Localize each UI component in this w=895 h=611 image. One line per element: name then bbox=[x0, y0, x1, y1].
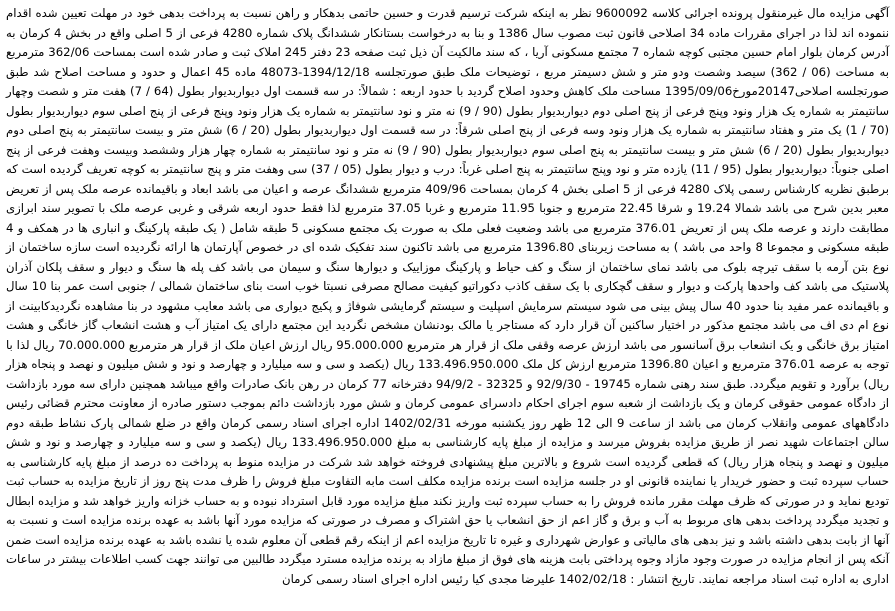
auction-notice-text: آگهی مزایده مال غیرمنقول پرونده اجرائی کلاسه 9600092 نظر به اینکه شرکت ترسیم قدرت و حسین حاتمی بدهکار و راهن نسبت به پرداخت بدهی خود در مهلت تعیین شده اقدام ننموده اند لذا در اجرای مقررات ماده 34 اصلاحی قانون ثبت مصوب سال 1386 و بنا به درخواست بستانکار ششدانگ پلاک شماره 4280 فرعی از 5 اصلی واقع در بخش 4 کرمان به آدرس کرمان بلوار امام حسین مجتبی کوچه شماره 7 مجتمع مسکونی آریا ، که سند مالکیت آن ذیل ثبت صفحه 23 دفتر 245 املاک ثبت و صادر شده است بمساحت 362/06 مترمربع به مساحت (06 / 362) سیصد وشصت ودو متر و شش دسیمتر مربع ، توضیحات ملک طبق صورتجلسه 1394/12/18-48073 ماده 45 اعمال و حدود و مساحت اصلاح شد طبق صورتجلسه اصلاحی20147مورخ1395/09/06 مساحت ملک کاهش وحدود اصلاح گردید با حدود اربعه : شمالاً: در سه قسمت اول دیواربدیوار بطول (64 / 7) هفت متر و شصت وچهار سانتیمتر به شماره یک هزار ونود وپنج فرعی از پنج اصلی دوم دیواربدیوار بطول (90 / 9) نه متر و نود سانتیمتر به شماره یک هزار ونود وپنج فرعی از پنج اصلی سوم دیواربدیوار بطول (70 / 1) یک متر و هفتاد سانتیمتر به شماره یک هزار ونود وسه فرعی از پنج اصلی شرقاً: در سه قسمت اول دیواربدیوار بطول (20 / 6) شش متر و بیست سانتیمتر به پنج اصلی دوم دیواربدیوار بطول (20 / 6) شش متر و بیست سانتیمتر به پنج اصلی سوم دیواربدیوار بطول (90 / 9) نه متر و نود سانتیمتر به شماره چهار هزار وششصد وبیست وهفت فرعی از پنج اصلی جنوباً: دیواربدیوار بطول (95 / 11) یازده متر و نود وپنج سانتیمتر به پنج اصلی غرباً: درب و دیوار بطول (05 / 37) سی وهفت متر و پنج سانتیمتر به کوچه تعریف گردیده است که برطبق نظریه کارشناس رسمی پلاک 4280 فرعی از 5 اصلی بخش 4 کرمان بمساحت 409/96 مترمربع ششدانگ عرصه و اعیان می باشد ابعاد و باقیمانده عرصه ملک پس از تعریض معبر بدین شرح می باشد شمالا 19.24 و شرقا 22.45 مترمربع و جنوبا 11.95 مترمربع و غربا 37.05 مترمربع لذا فقط حدود اربعه شرقی و غربی عرصه ملک با تصویر سند ابرازی مطابقت دارند و عرصه ملک پس از تعریض 376.01 مترمربع می باشد وضعیت فعلی ملک به صورت یک مجتمع مسکونی 5 طبقه شامل ( یک طبقه پارکینگ و انباری ها در همکف و 4 طبقه مسکونی و مجموعا 8 واحد می باشد ) به مساحت زیربنای 1396.80 مترمربع می باشد تاکنون سند تفکیک شده ای در خصوص آپارتمان ها ارائه نگردیده است سازه ساختمان از نوع بتن آرمه با سقف تیرچه بلوک می باشد نمای ساختمان از سنگ و کف حیاط و پارکینگ موزاییک و دیوارها سنگ و سیمان می باشد کف پله ها سنگ و دیوار و سقف پلکان آذران پلاستیک می باشد کف واحدها پارکت و دیوار و سقف گچکاری با یک سقف کاذب دکوراتیو کیفیت مصالح مصرفی نسبتا خوب است بنای ساختمان شمالی / جنوبی است عمر بنا 10 سال و باقیمانده عمر مفید بنا حدود 40 سال پیش بینی می شود سیستم سرمایش اسپلیت و سیستم گرمایشی شوفاژ و پکیج دیواری می باشد معایب مشهود در بنا مشاهده نگردیدکابینت از نوع ام دی اف می باشد مجتمع مذکور در اختیار ساکنین آن قرار دارد که مستاجر یا مالک بودنشان مشخص نگردید این مجتمع دارای یک امتیاز آب و هشت انشعاب گاز خانگی و هشت امتیاز برق خانگی و یک انشعاب برق آسانسور می باشد ارزش عرصه وقفی ملک از قرار هر مترمربع 95.000.000 ریال ارزش اعیان ملک از قرار هر مترمربع 70.000.000 ریال لذا با توجه به عرصه 376.01 مترمربع و اعیان 1396.80 مترمربع ارزش کل ملک 133.496.950.000 ریال (یکصد و سی و سه میلیارد و چهارصد و نود و شش میلیون و نهصد و پنجاه هزار ریال) برآورد و تقویم میگردد. طبق سند رهنی شماره 19745 - 92/9/30 و 32325 - 94/9/2 دفترخانه 77 کرمان در رهن بانک صادرات واقع میباشد همچنین دارای سه مورد بازداشت از دادگاه عمومی حقوقی کرمان و یک بازداشت از شعبه سوم اجرای احکام دادسرای عمومی کرمان و شش مورد بازداشت دائم بموجب دستور صادره از معاونت محترم قضائی رئیس دادگاههای عمومی وانقلاب کرمان می باشد از ساعت 9 الی 12 ظهر روز یکشنبه مورخه 1402/02/31 اداره اجرای اسناد رسمی کرمان واقع در ضلع شمالی پارک نشاط طبقه دوم سالن اجتماعات شهید نصر از طریق مزایده بفروش میرسد و مزایده از مبلغ پایه کارشناسی به مبلغ 133.496.950.000 ریال (یکصد و سی و سه میلیارد و چهارصد و نود و شش میلیون و نهصد و پنجاه هزار ریال) که قطعی گردیده است شروع و بالاترین مبلغ پیشنهادی فروخته خواهد شد شرکت در مزایده منوط به پرداخت ده درصد از مبلغ پایه کارشناسی به حساب سپرده ثبت و حضور خریدار یا نماینده قانونی او در جلسه مزایده است برنده مزایده مکلف است مابه التفاوت مبلغ فروش را ظرف مدت پنج روز از تاریخ مزایده به حساب ثبت تودیع نماید و در صورتی که ظرف مهلت مقرر مانده فروش را به حساب سپرده ثبت واریز نکند مبلغ مزایده مورد قابل استرداد نبوده و به حساب خزانه واریز خواهد شد و مزایده ابطال و تجدید میگردد پرداخت بدهی های مربوط به آب و برق و گاز اعم از حق انشعاب یا حق اشتراک و مصرف در صورتی که مزایده مورد آنها باشد به عهده برنده مزایده است و نسبت به آنها از بابت بدهی داشته باشد و نیز بدهی های مالیاتی و عوارض شهرداری و غیره تا تاریخ مزایده اعم از اینکه رقم قطعی آن معلوم شده یا نشده باشد به عهده برنده مزایده است ضمن آنکه پس از انجام مزایده در صورت وجود مازاد وجوه پرداختی بابت هزینه های فوق از مبلغ مازاد به برنده مزایده مسترد میگردد طالبین می توانند جهت کسب اطلاعات بیشتر در ساعات اداری به اداره ثبت اسناد مراجعه نمایند. تاریخ انتشار : 1402/02/18 علیرضا مجدی کیا رئیس اداره اجرای اسناد رسمی کرمان bbox=[6, 6, 890, 586]
